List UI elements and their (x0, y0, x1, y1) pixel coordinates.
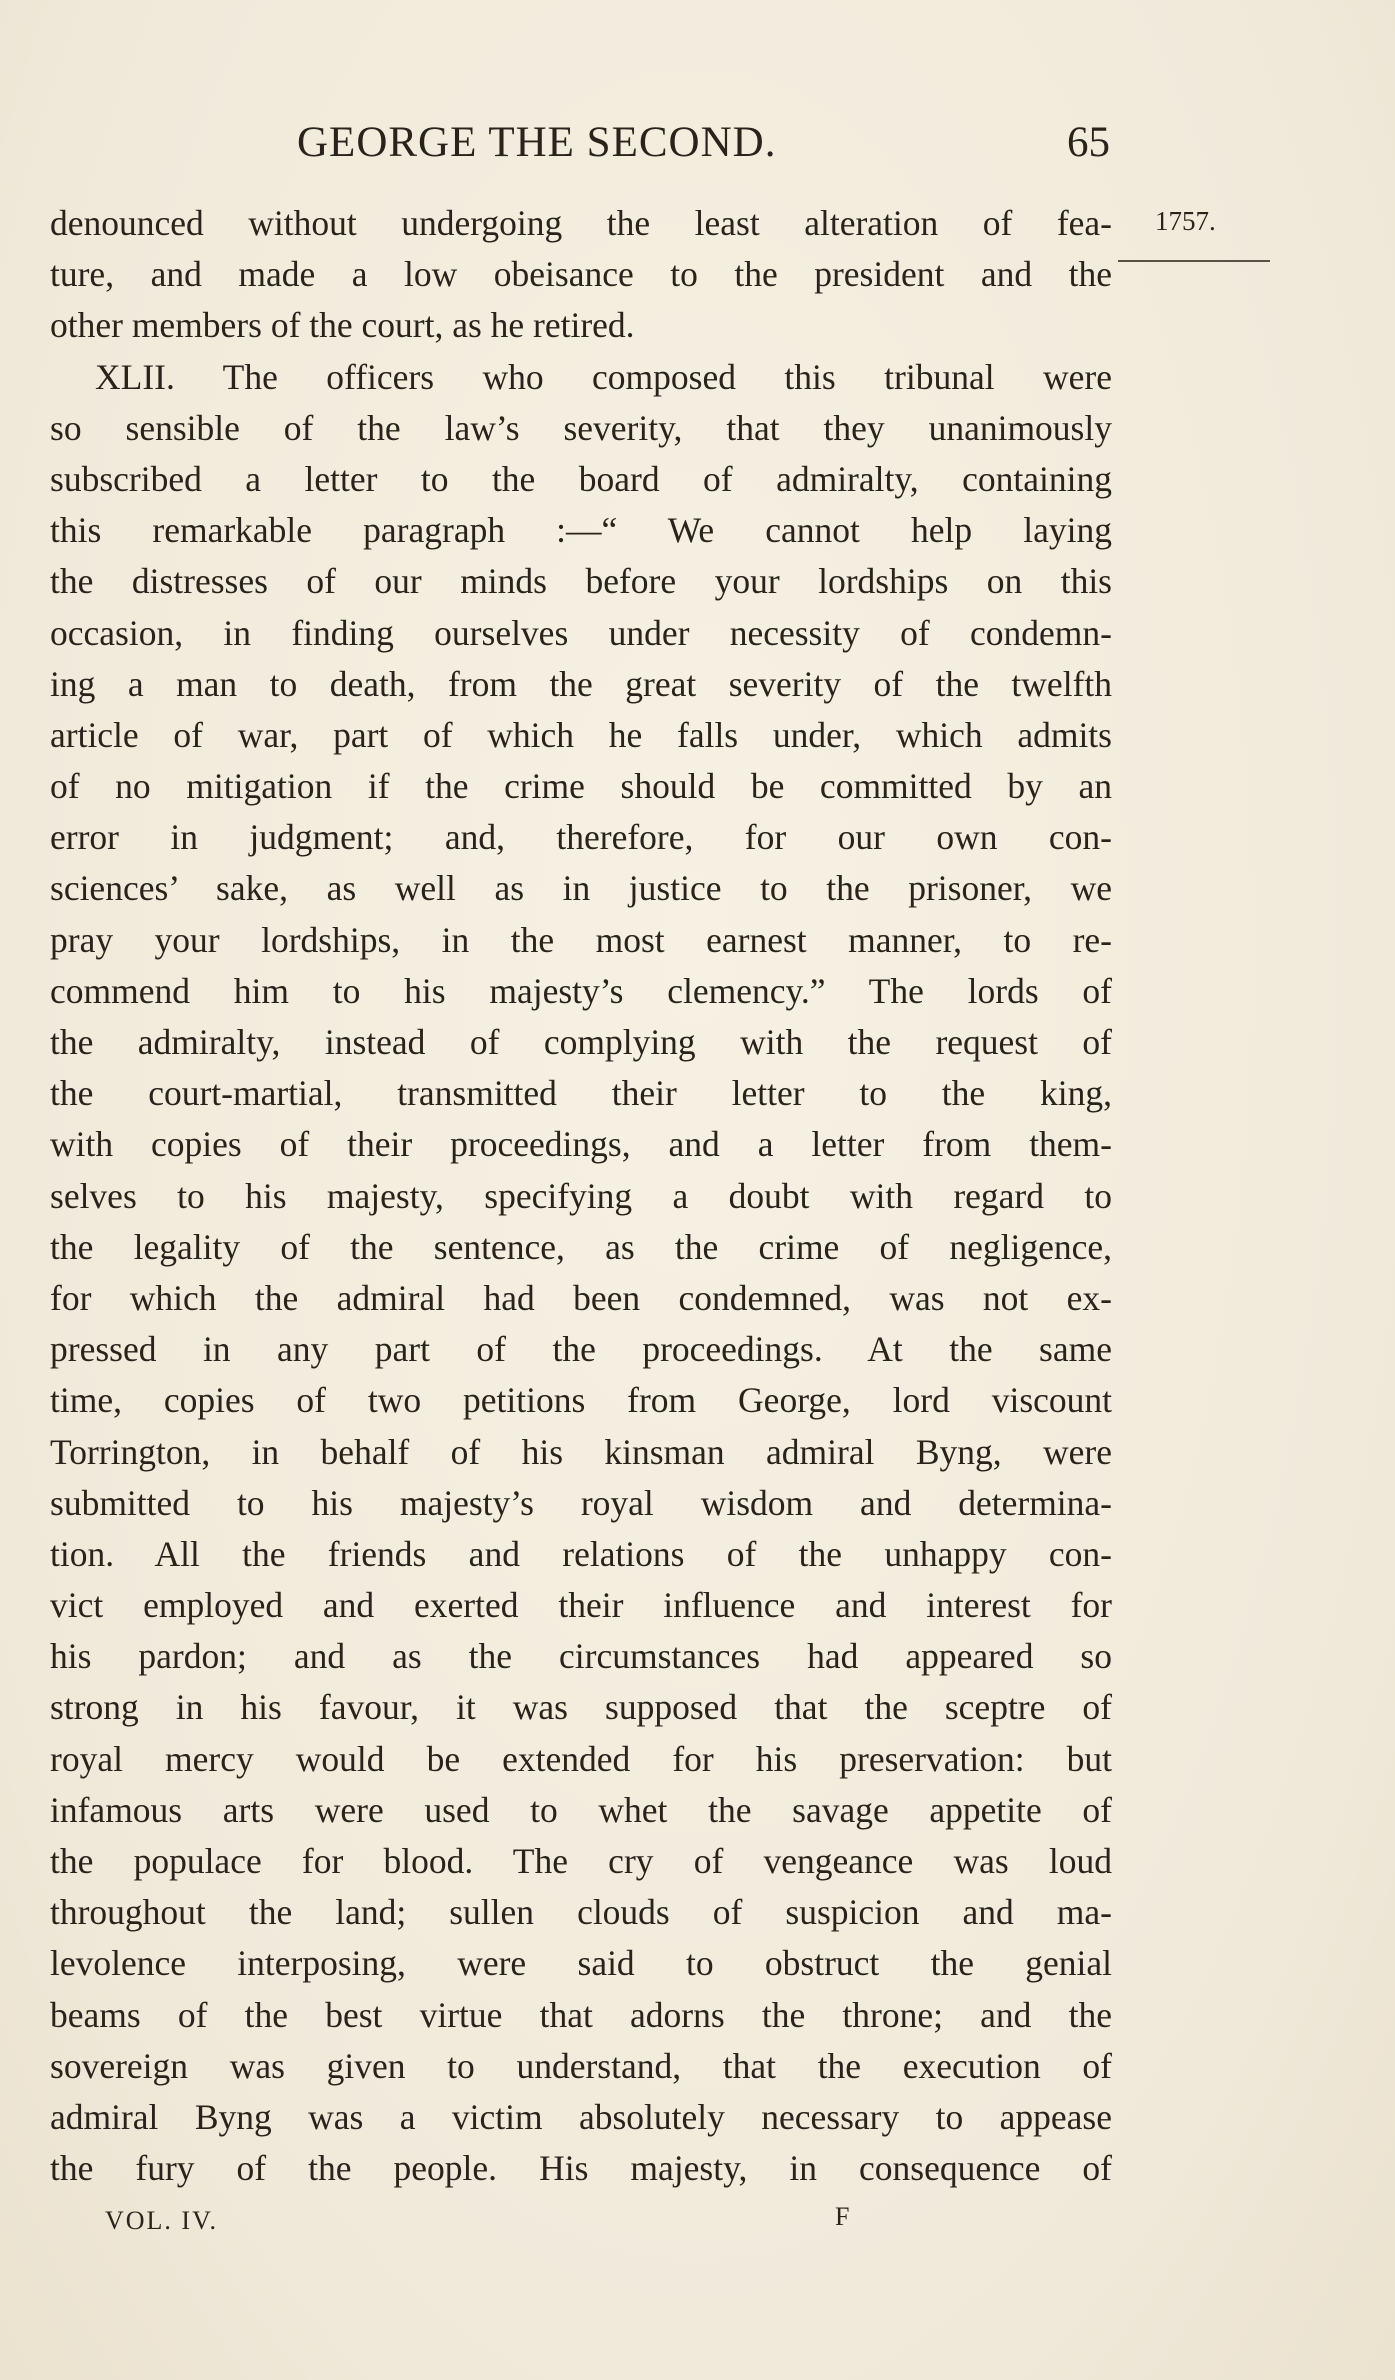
page-header (50, 118, 1110, 178)
text-line: so sensible of the law’s severity, that they unanimously (50, 407, 1112, 448)
text-line: throughout the land; sullen clouds of suspicion and ma- (50, 1892, 1112, 1933)
page-footer (105, 2202, 865, 2246)
text-line: strong in his favour, it was supposed that the sceptre of (50, 1687, 1112, 1728)
text-line: the admiralty, instead of complying with the request of (50, 1022, 1112, 1062)
text-line: commend him to his majesty’s clemency.” The lords of (50, 970, 1112, 1011)
text-line: pressed in any part of the proceedings. At the same (50, 1329, 1112, 1370)
text-line: this remarkable paragraph :—“ We cannot help laying (50, 510, 1112, 551)
running-head: GEORGE THE SECOND. (297, 119, 777, 166)
text-line: XLII. The officers who composed this tribunal were (95, 356, 1112, 397)
text-line: occasion, in finding ourselves under necessity of condemn- (50, 612, 1112, 653)
text-line: of no mitigation if the crime should be committed by an (50, 766, 1112, 807)
text-line: time, copies of two petitions from George, lord viscount (50, 1380, 1112, 1421)
marginal-rule (1118, 260, 1270, 262)
text-line: tion. All the friends and relations of the unhappy con- (50, 1533, 1112, 1574)
page-number: 65 (1067, 119, 1110, 166)
text-line: beams of the best virtue that adorns the throne; and the (50, 1994, 1112, 2035)
text-line: subscribed a letter to the board of admiralty, containing (50, 458, 1112, 499)
volume-label: VOL. IV. (105, 2206, 219, 2235)
body-text (50, 198, 1112, 2194)
text-line: his pardon; and as the circumstances had appeared so (50, 1636, 1112, 1677)
text-line: vict employed and exerted their influence and interest for (50, 1585, 1112, 1626)
text-line: ture, and made a low obeisance to the president and the (50, 254, 1112, 295)
text-line: submitted to his majesty’s royal wisdom and determina- (50, 1482, 1112, 1523)
text-line: other members of the court, as he retired. (50, 305, 635, 346)
text-line: the populace for blood. The cry of vengeance was loud (50, 1841, 1112, 1881)
text-line: infamous arts were used to whet the savage appetite of (50, 1789, 1112, 1830)
text-line: the court-martial, transmitted their letter to the king, (50, 1073, 1112, 1114)
text-line: admiral Byng was a victim absolutely necessary to appease (50, 2096, 1112, 2137)
text-line: for which the admiral had been condemned, was not ex- (50, 1277, 1112, 1318)
text-line: levolence interposing, were said to obstruct the genial (50, 1943, 1112, 1984)
text-line: article of war, part of which he falls under, which admits (50, 714, 1112, 755)
text-line: selves to his majesty, specifying a doubt with regard to (50, 1175, 1112, 1216)
text-line: Torrington, in behalf of his kinsman admiral Byng, were (50, 1431, 1112, 1472)
text-line: ing a man to death, from the great severity of the twelfth (50, 663, 1112, 704)
text-line: royal mercy would be extended for his preservation: but (50, 1738, 1112, 1779)
text-line: denounced without undergoing the least alteration of fea- (50, 203, 1112, 243)
signature-mark: F (835, 2202, 852, 2231)
text-line: with copies of their proceedings, and a letter from them- (50, 1124, 1112, 1165)
text-line: the legality of the sentence, as the crime of negligence, (50, 1226, 1112, 1267)
text-line: error in judgment; and, therefore, for our own con- (50, 817, 1112, 858)
text-line: pray your lordships, in the most earnest manner, to re- (50, 919, 1112, 960)
text-line: sciences’ sake, as well as in justice to the prisoner, we (50, 868, 1112, 909)
text-line: the distresses of our minds before your lordships on this (50, 561, 1112, 602)
text-line: sovereign was given to understand, that the execution of (50, 2045, 1112, 2086)
text-line: the fury of the people. His majesty, in consequence of (50, 2148, 1112, 2189)
marginal-year: 1757. (1155, 206, 1216, 236)
